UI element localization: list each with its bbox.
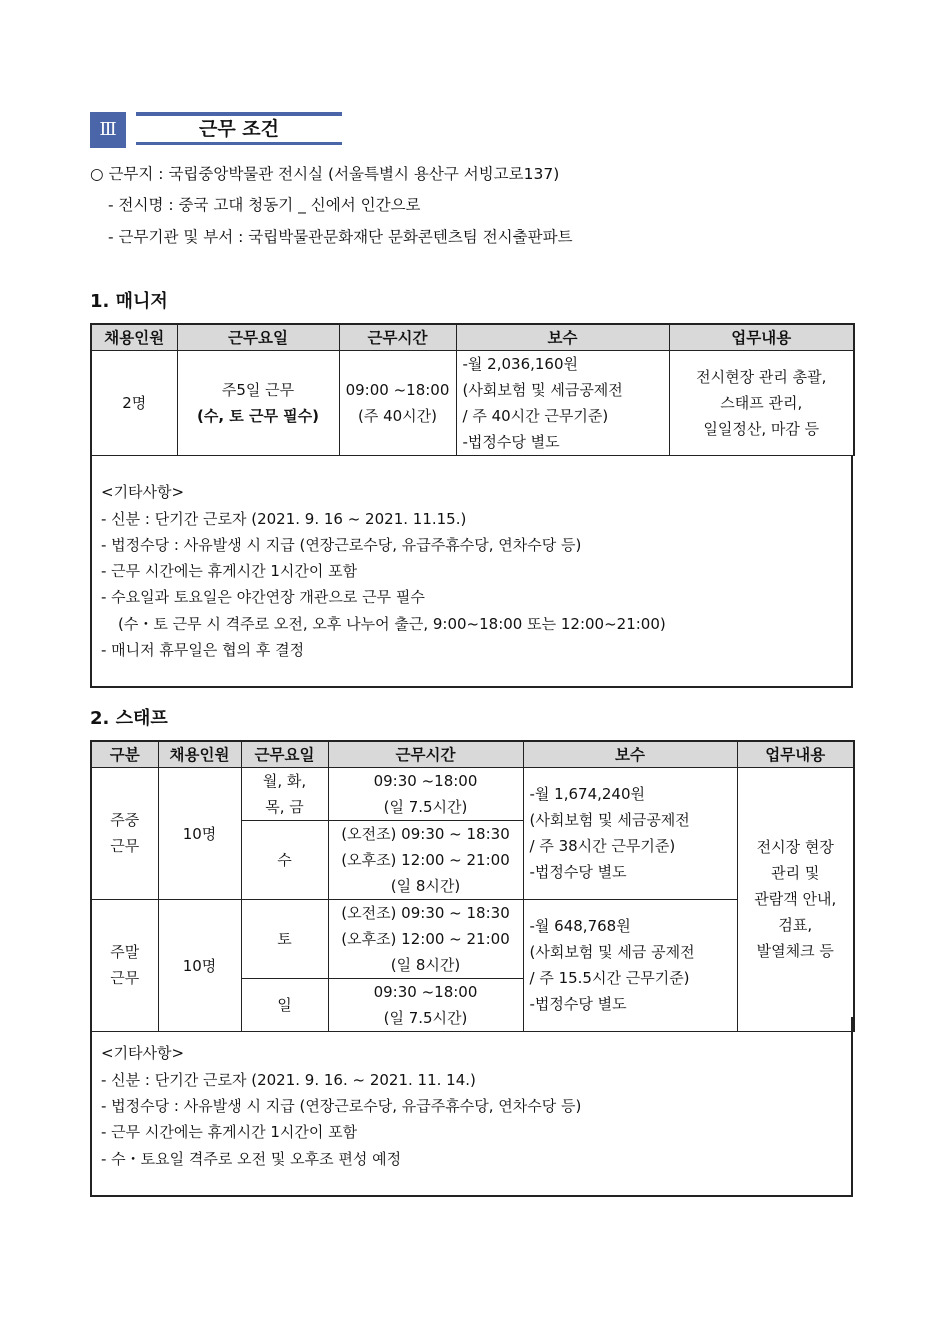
note-line: - 신분 : 단기간 근로자 (2021. 9. 16. ~ 2021. 11. 14.) [101,1071,476,1089]
pay-line: -법정수당 별도 [529,995,627,1013]
header-pay: 보수 [456,324,669,350]
header-count: 채용인원 [91,324,177,350]
org-line: - 근무기관 및 부서 : 국립박물관문화재단 문화콘텐츠팀 전시출판파트 [108,228,573,246]
hours-line: (일 7.5시간) [383,797,468,816]
note-line: - 법정수당 : 사유발생 시 지급 (연장근로수당, 유급주휴수당, 연차수당 등) [101,1097,582,1115]
note-line: - 근무 시간에는 휴게시간 1시간이 포함 [101,562,358,580]
header-count: 채용인원 [158,741,241,767]
type-line: 근무 [110,837,140,855]
weekend-count: 10명 [158,899,241,1031]
pay-line: / 주 38시간 근무기준) [529,837,676,855]
note-line: - 법정수당 : 사유발생 시 지급 (연장근로수당, 유급주휴수당, 연차수당 등) [101,536,582,554]
pay-line: / 주 15.5시간 근무기준) [529,969,690,987]
notes-title: <기타사항> [101,1044,185,1062]
hours-line: 09:30 ~18:00 [373,982,478,1001]
header-type: 구분 [91,741,158,767]
pay-line: (사회보험 및 세금공제전 [462,380,623,399]
duty-line: 발열체크 등 [756,942,834,960]
hours-line: (오후조) 12:00 ~ 21:00 [341,850,510,869]
manager-hours-line: 09:00 ~18:00 [345,380,450,399]
note-line: - 신분 : 단기간 근로자 (2021. 9. 16 ~ 2021. 11.15.) [101,510,467,528]
pay-line: (사회보험 및 세금 공제전 [529,943,695,961]
header-hours: 근무시간 [339,324,456,350]
manager-hours-weekly: (주 40시간) [357,406,438,425]
pay-line: -법정수당 별도 [529,863,627,881]
manager-notes [90,455,853,688]
weekday-type [91,767,158,899]
pay-line: / 주 40시간 근무기준) [462,406,609,425]
header-duties: 업무내용 [669,324,854,350]
duty-line: 관리 및 [771,864,820,882]
manager-hours [339,350,456,455]
days-line: 목, 금 [265,797,304,816]
manager-data-row [91,350,854,455]
manager-table [90,323,855,456]
hours-line: (일 8시간) [390,876,461,895]
staff-heading: 2. 스태프 [90,708,168,729]
weekday-hours-2 [328,820,523,899]
exhibition-line: - 전시명 : 중국 고대 청동기 _ 신에서 인간으로 [108,196,421,214]
hours-line: (오전조) 09:30 ~ 18:30 [341,824,510,843]
pay-line: -월 1,674,240원 [529,785,646,803]
header-days: 근무요일 [177,324,339,350]
staff-duties [737,767,854,1031]
weekday-row-1 [91,767,854,820]
weekday-pay [523,767,737,899]
weekend-days-1: 토 [241,899,328,978]
pay-line: -법정수당 별도 [462,432,560,451]
weekday-hours-1 [328,767,523,820]
staff-header-row [91,741,854,767]
manager-duties [669,350,854,455]
section-title [136,112,342,145]
manager-header-row [91,324,854,350]
staff-notes [90,1017,853,1197]
hours-line: (오후조) 12:00 ~ 21:00 [341,929,510,948]
manager-days-line: 주5일 근무 [221,380,295,399]
hours-line: 09:30 ~18:00 [373,771,478,790]
duty-line: 스태프 관리, [720,393,803,412]
note-line: - 수요일과 토요일은 야간연장 개관으로 근무 필수 [101,588,425,606]
notes-title: <기타사항> [101,483,185,501]
workplace-line: ○ 근무지 : 국립중앙박물관 전시실 (서울특별시 용산구 서빙고로137) [90,165,560,183]
manager-days-required: (수, 토 근무 필수) [196,406,320,425]
note-line: - 수・토요일 격주로 오전 및 오후조 편성 예정 [101,1150,402,1168]
duty-line: 관람객 안내, [754,890,837,908]
note-line: - 매니저 휴무일은 협의 후 결정 [101,641,305,659]
weekend-type [91,899,158,1031]
manager-heading: 1. 매니저 [90,291,168,312]
pay-line: -월 648,768원 [529,917,631,935]
pay-line: -월 2,036,160원 [462,354,579,373]
hours-line: (오전조) 09:30 ~ 18:30 [341,903,510,922]
type-line: 근무 [110,969,140,987]
weekday-days-2: 수 [241,820,328,899]
duty-line: 전시현장 관리 총괄, [696,367,827,386]
weekend-pay [523,899,737,1031]
weekend-days-2: 일 [241,978,328,1031]
section-title-text: 근무 조건 [198,118,280,140]
header-duties: 업무내용 [737,741,854,767]
header-days: 근무요일 [241,741,328,767]
weekday-count: 10명 [158,767,241,899]
manager-days [177,350,339,455]
hours-line: (일 8시간) [390,955,461,974]
type-line: 주말 [110,943,140,961]
duty-line: 전시장 현장 [756,838,834,856]
duty-line: 검표, [778,916,813,934]
manager-pay [456,350,669,455]
note-line: - 근무 시간에는 휴게시간 1시간이 포함 [101,1123,358,1141]
days-line: 월, 화, [262,771,307,790]
pay-line: (사회보험 및 세금공제전 [529,811,690,829]
weekend-hours-1 [328,899,523,978]
type-line: 주중 [110,811,140,829]
manager-count: 2명 [91,350,177,455]
section-header [90,112,342,148]
hours-line: (일 7.5시간) [383,1008,468,1027]
header-hours: 근무시간 [328,741,523,767]
duty-line: 일일정산, 마감 등 [703,419,820,438]
weekday-days-1 [241,767,328,820]
header-pay: 보수 [523,741,737,767]
note-line: (수・토 근무 시 격주로 오전, 오후 나누어 출근, 9:00~18:00 또는 12:00~21:00) [118,615,666,633]
section-number: Ⅲ [90,112,126,148]
staff-table [90,740,855,1032]
